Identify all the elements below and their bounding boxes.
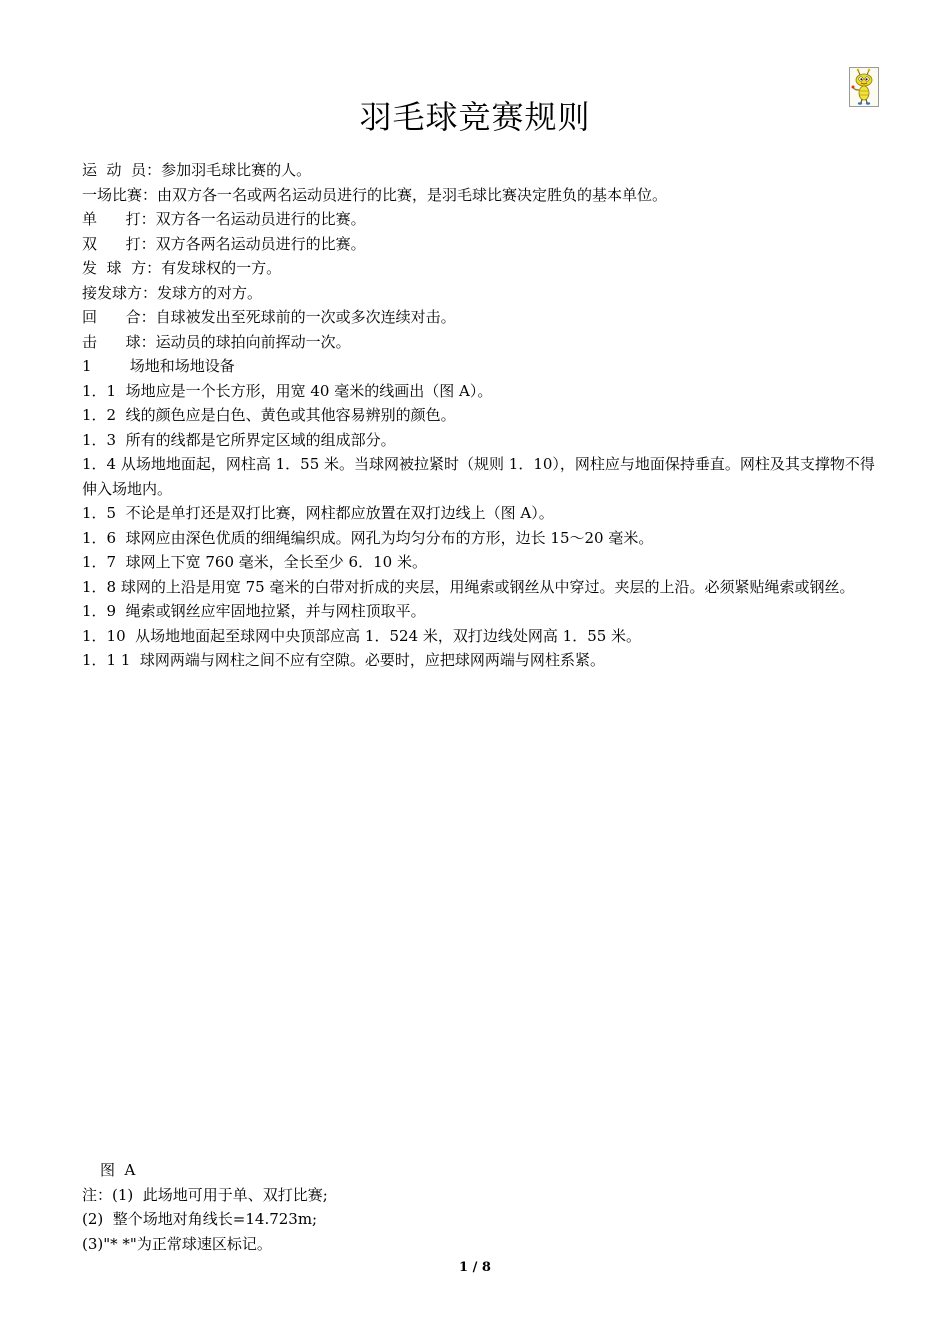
definition-athlete: 运 动 员：参加羽毛球比赛的人。 <box>82 161 312 179</box>
figure-caption: 图 A <box>100 1161 136 1179</box>
rule-1-10: 1．10 从场地地面起至球网中央顶部应高 1．524 米，双打边线处网高 1．55 米。 <box>82 626 642 645</box>
definition-receiving-side: 接发球方：发球方的对方。 <box>82 283 263 302</box>
definition-serving-side: 发 球 方：有发球权的一方。 <box>82 259 282 277</box>
figure-note-2: (2) 整个场地对角线长=14.723m; <box>82 1210 318 1228</box>
definition-singles: 单 打：双方各一名运动员进行的比赛。 <box>82 210 366 228</box>
section-heading: 1 场地和场地设备 <box>82 357 235 375</box>
rule-1-6: 1．6 球网应由深色优质的细绳编织成。网孔为均匀分布的方形，边长 15～20 毫米。 <box>82 528 654 547</box>
figure-note-3: (3)"* *"为正常球速区标记。 <box>82 1234 272 1253</box>
document-title: 羽毛球竞赛规则 <box>359 98 591 136</box>
rule-1-4: 1．4 从场地地面起，网柱高 1．55 米。当球网被拉紧时（规则 1．10），网柱应与地面保持垂直。网柱及其支撑物不得伸入场地内。 <box>82 455 875 498</box>
rule-1-3: 1．3 所有的线都是它所界定区域的组成部分。 <box>82 430 396 449</box>
rule-1-5: 1．5 不论是单打还是双打比赛，网柱都应放置在双打边线上（图 A）。 <box>82 504 554 522</box>
rule-1-11: 1．1 1 球网两端与网柱之间不应有空隙。必要时，应把球网两端与网柱系紧。 <box>82 651 605 669</box>
page-number: 1 / 8 <box>459 1260 491 1275</box>
definition-rally: 回 合：自球被发出至死球前的一次或多次连续对击。 <box>82 308 456 326</box>
rule-1-1: 1．1 场地应是一个长方形，用宽 40 毫米的线画出（图 A）。 <box>82 381 493 400</box>
rule-1-8: 1．8 球网的上沿是用宽 75 毫米的白带对折成的夹层，用绳索或钢丝从中穿过。夹层的上沿。必须紧贴绳索或钢丝。 <box>82 577 855 596</box>
definition-match: 一场比赛：由双方各一名或两名运动员进行的比赛，是羽毛球比赛决定胜负的基本单位。 <box>82 185 668 204</box>
rule-1-7: 1．7 球网上下宽 760 毫米，全长至少 6．10 米。 <box>82 553 427 571</box>
rule-1-9: 1．9 绳索或钢丝应牢固地拉紧，并与网柱顶取平。 <box>82 602 426 620</box>
definition-doubles: 双 打：双方各两名运动员进行的比赛。 <box>82 234 366 253</box>
document-body <box>82 158 882 673</box>
figure-note-1: 注：(1) 此场地可用于单、双打比赛; <box>82 1185 328 1204</box>
rule-1-2: 1．2 线的颜色应是白色、黄色或其他容易辨别的颜色。 <box>82 406 456 424</box>
figure-caption-block <box>82 1158 882 1256</box>
definition-stroke: 击 球：运动员的球拍向前挥动一次。 <box>82 332 351 351</box>
